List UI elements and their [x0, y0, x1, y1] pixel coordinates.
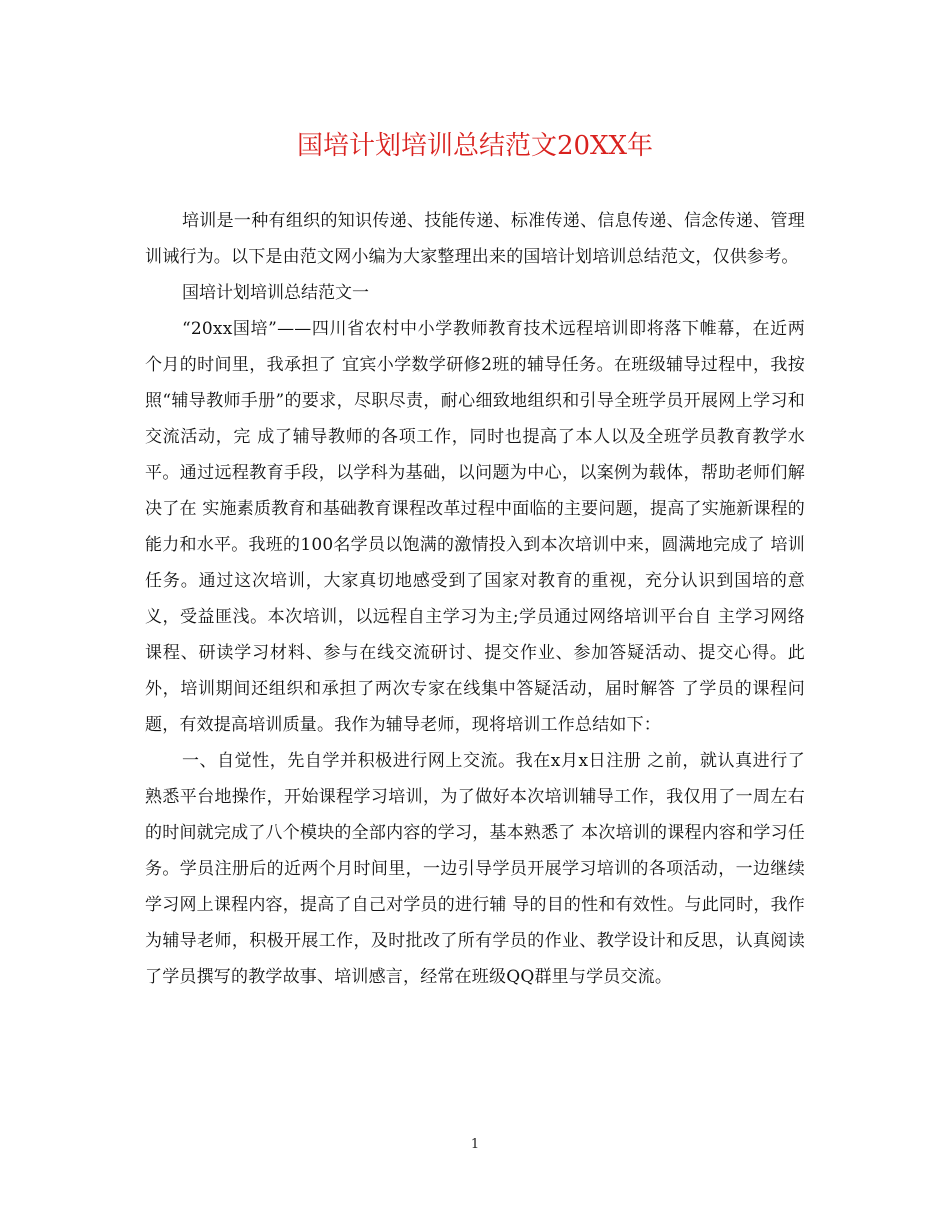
intro-paragraph: 培训是一种有组织的知识传递、技能传递、标准传递、信息传递、信念传递、管理训诫行为。以下是由范文网小编为大家整理出来的国培计划培训总结范文，仅供参考。	[145, 211, 805, 267]
section-subheading: 国培计划培训总结范文一	[182, 283, 369, 303]
point-one-paragraph: 一、自觉性，先自学并积极进行网上交流。我在x月x日注册 之前，就认真进行了熟悉平台地操作，开始课程学习培训，为了做好本次培训辅导工作，我仅用了一周左右的时间就完成了八个模块的全部内容的学习，基本熟悉了 本次培训的课程内容和学习任务。学员注册后的近两个月时间里，一边引导学员开展学习培训的各项活动，一边继续学习网上课程内容，提高了自己对学员的进行辅 导的目的性和有效性。与此同时，我作为辅导老师，积极开展工作，及时批改了所有学员的作业、教学设计和反思，认真阅读了学员撰写的教学故事、培训感言，经常在班级QQ群里与学员交流。	[145, 751, 805, 987]
document-title: 国培计划培训总结范文20XX年	[296, 131, 654, 161]
document-body	[145, 203, 805, 995]
page-number: 1	[470, 1137, 480, 1152]
main-paragraph: “20xx国培”——四川省农村中小学教师教育技术远程培训即将落下帷幕，在近两个月的时间里，我承担了 宜宾小学数学研修2班的辅导任务。在班级辅导过程中，我按照“辅导教师手册”的要求，尽职尽责，耐心细致地组织和引导全班学员开展网上学习和交流活动，完 成了辅导教师的各项工作，同时也提高了本人以及全班学员教育教学水平。通过远程教育手段，以学科为基础，以问题为中心，以案例为载体，帮助老师们解决了在 实施素质教育和基础教育课程改革过程中面临的主要问题，提高了实施新课程的能力和水平。我班的100名学员以饱满的激情投入到本次培训中来，圆满地完成了 培训任务。通过这次培训，大家真切地感受到了国家对教育的重视，充分认识到国培的意义，受益匪浅。本次培训，以远程自主学习为主;学员通过网络培训平台自 主学习网络课程、研读学习材料、参与在线交流研讨、提交作业、参加答疑活动、提交心得。此外，培训期间还组织和承担了两次专家在线集中答疑活动，届时解答 了学员的课程问题，有效提高培训质量。我作为辅导老师，现将培训工作总结如下：	[145, 319, 805, 735]
